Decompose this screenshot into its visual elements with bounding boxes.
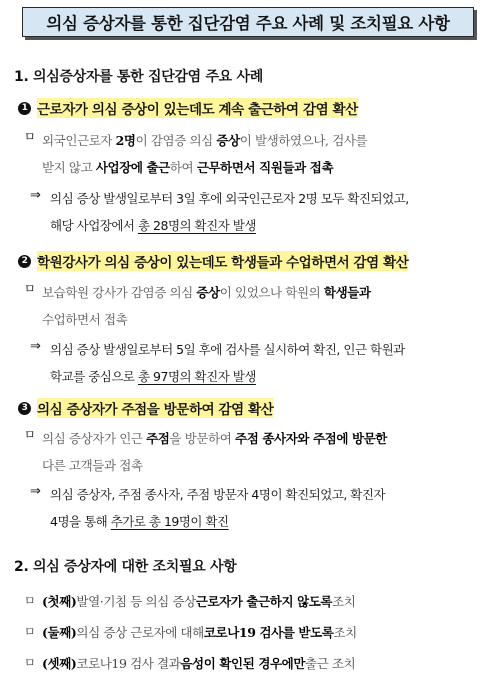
action-item-2: ㅁ (둘째) 의심 증상 근로자에 대해 코로나19 검사를 받도록 조치 xyxy=(24,625,357,640)
case2-result: ⇒ 의심 증상 발생일로부터 5일 후에 검사를 실시하여 확진, 인근 학원과 학교를 중심으로 총 97명의 확진자 발생 xyxy=(30,336,485,390)
case1-heading xyxy=(18,98,358,118)
section1-heading: 1. 의심증상자를 통한 집단감염 주요 사례 xyxy=(14,69,263,85)
action-item-1: ㅁ (첫째) 발열·기침 등 의심 증상 근로자가 출근하지 않도록 조치 xyxy=(24,594,356,609)
case3-heading xyxy=(18,398,273,418)
arrow-right-icon: ⇒ xyxy=(30,188,41,203)
case1-result: ⇒ 의심 증상 발생일로부터 3일 후에 외국인근로자 2명 모두 확진되었고, 해당 사업장에서 총 28명의 확진자 발생 xyxy=(30,185,485,239)
hollow-square-bullet-icon: ㅁ xyxy=(24,594,36,608)
hollow-square-bullet-icon: ㅁ xyxy=(24,656,36,670)
hollow-square-bullet-icon: ㅁ xyxy=(24,428,36,442)
case2-heading xyxy=(18,251,408,271)
document-title: 의심 증상자를 통한 집단감염 주요 사례 및 조치필요 사항 xyxy=(46,14,450,33)
hollow-square-bullet-icon: ㅁ xyxy=(24,130,36,144)
case1-detail: ㅁ 외국인근로자 2명이 감염증 의심 증상이 발생하였으나, 검사를 받지 않고 사업장에 출근하여 근무하면서 직원들과 접촉 xyxy=(24,127,482,181)
case3-number: 3 xyxy=(18,402,31,415)
title-box xyxy=(22,7,474,37)
arrow-right-icon: ⇒ xyxy=(30,484,41,499)
case2-detail: ㅁ 보습학원 강사가 감염증 의심 증상이 있었으나 학원의 학생들과 수업하면서 접촉 xyxy=(24,279,482,333)
hollow-square-bullet-icon: ㅁ xyxy=(24,282,36,296)
action-item-3: ㅁ (셋째) 코로나19 검사 결과 음성이 확인된 경우에만 출근 조치 xyxy=(24,656,356,671)
hollow-square-bullet-icon: ㅁ xyxy=(24,625,36,639)
case2-number: 2 xyxy=(18,255,31,268)
case3-title: 의심 증상자가 주점을 방문하여 감염 확산 xyxy=(37,398,273,418)
case1-number: 1 xyxy=(18,102,31,115)
case3-detail: ㅁ 의심 증상자가 인근 주점을 방문하여 주점 종사자와 주점에 방문한 다른 고객들과 접촉 xyxy=(24,425,482,479)
case2-title: 학원강사가 의심 증상이 있는데도 학생들과 수업하면서 감염 확산 xyxy=(37,251,408,271)
case3-result: ⇒ 의심 증상자, 주점 종사자, 주점 방문자 4명이 확진되었고, 확진자 4명을 통해 추가로 총 19명이 확진 xyxy=(30,481,485,535)
section2-heading: 2. 의심 증상자에 대한 조치필요 사항 xyxy=(14,559,237,575)
arrow-right-icon: ⇒ xyxy=(30,339,41,354)
case1-title: 근로자가 의심 증상이 있는데도 계속 출근하여 감염 확산 xyxy=(37,98,358,118)
